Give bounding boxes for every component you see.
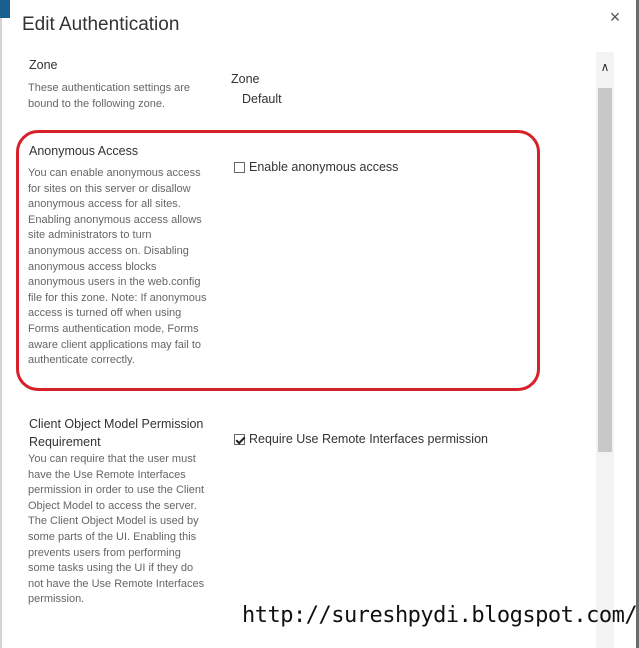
- client-om-description: You can require that the user must have the Use Remote Interfaces permission in order to use the Client Object Model to access the server. The Client Object Model is used by some parts of the UI. Enabling this prevents users from performing some tasks using the UI if they do not have the Use Remote Interfaces permission.: [28, 453, 205, 606]
- anonymous-access-title: Anonymous Access: [29, 144, 139, 158]
- watermark-url: http://sureshpydi.blogspot.com/: [242, 603, 638, 628]
- zone-value: Default: [242, 92, 282, 106]
- zone-section-description: These authentication settings are bound to the following zone.: [28, 82, 191, 110]
- client-om-title: Client Object Model Permission Requirement: [29, 417, 204, 449]
- enable-anonymous-access-label[interactable]: Enable anonymous access: [249, 160, 399, 174]
- require-remote-interfaces-label[interactable]: Require Use Remote Interfaces permission: [249, 432, 488, 446]
- anonymous-access-description: You can enable anonymous access for sites on this server or disallow anonymous access for all sites. Enabling anonymous access allows site administrators to turn anonymous access on. Disabling anonymous access blocks anonymous users in the web.config file for this zone. Note: If anonymous access is turned off when using Forms authentication mode, Forms aware client applications may fail to authenticate correctly.: [28, 167, 207, 367]
- scroll-up-icon[interactable]: ∧: [600, 60, 610, 74]
- enable-anonymous-access-checkbox[interactable]: [234, 162, 245, 173]
- enable-anonymous-access-row[interactable]: [234, 160, 398, 174]
- close-icon[interactable]: ×: [609, 7, 621, 27]
- dialog-title: Edit Authentication: [22, 14, 180, 35]
- dialog-left-border: [0, 0, 2, 648]
- require-remote-interfaces-row[interactable]: [234, 432, 488, 446]
- zone-section-title: Zone: [29, 58, 58, 72]
- scrollbar-thumb[interactable]: [598, 88, 612, 452]
- require-remote-interfaces-checkbox[interactable]: [234, 434, 245, 445]
- background-page-strip: [0, 0, 10, 18]
- vertical-scrollbar[interactable]: [596, 52, 614, 648]
- zone-value-label: Zone: [231, 72, 260, 86]
